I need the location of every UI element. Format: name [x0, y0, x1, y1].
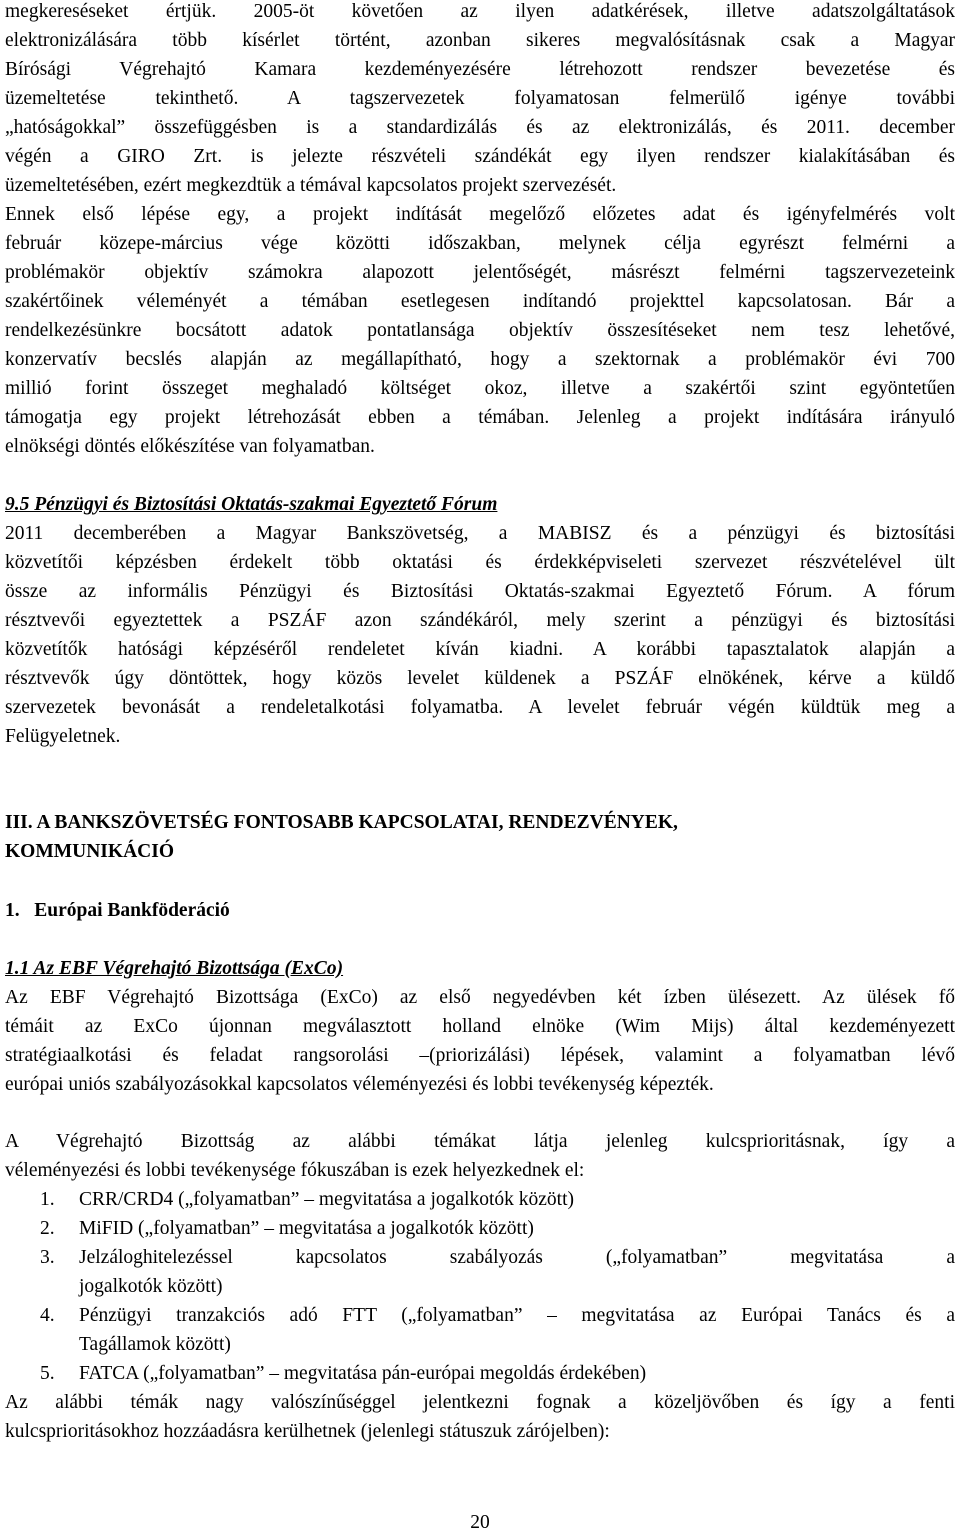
text-line: jogalkotók között) [79, 1276, 223, 1297]
list-text [79, 1243, 955, 1301]
text-line: A Végrehajtó Bizottság az alábbi témákat látja jelenleg kulcsprioritásnak, így a [5, 1131, 955, 1152]
subsection-title: 1. Európai Bankföderáció [5, 900, 230, 921]
text-line: megkereséseket értjük. 2005-öt követően az ilyen adatkérések, illetve adatszolgáltatások [5, 1, 955, 22]
text-line: CRR/CRD4 („folyamatban” – megvitatása a jogalkotók között) [79, 1189, 574, 1210]
priorities-list [5, 1185, 955, 1388]
text-line: kulcsprioritásokhoz hozzáadásra kerülhetnek (jelenlegi státuszuk zárójelben): [5, 1421, 610, 1442]
section-heading: 9.5 Pénzügyi és Biztosítási Oktatás-szakmai Egyeztető Fórum [5, 494, 498, 515]
text-line: közvetítői képzésben érdekelt több oktatási és érdekképviseleti szervezet részvételével ült [5, 552, 955, 573]
text-line: Tagállamok között) [79, 1334, 231, 1355]
list-number: 1. [40, 1189, 55, 1210]
text-line: problémakör objektív számokra alapozott jelentőségét, másrészt felmérni tagszervezeteink [5, 262, 955, 283]
text-line: véleményezési és lobbi tevékenysége fókuszában is ezek helyezkednek el: [5, 1160, 585, 1181]
list-item [5, 1214, 955, 1243]
text-line: „hatóságokkal” összefüggésben is a standardizálás és az elektronizálás, és 2011. december [5, 117, 955, 138]
text-line: Bírósági Végrehajtó Kamara kezdeményezésére létrehozott rendszer bevezetése és [5, 59, 955, 80]
chapter-title-line: III. A BANKSZÖVETSÉG FONTOSABB KAPCSOLATAI, RENDEZVÉNYEK, [5, 812, 678, 833]
text-line: konzervatív becslés alapján az megállapítható, hogy a szektornak a problémakör évi 700 [5, 349, 955, 370]
text-line: elnökségi döntés előkészítése van folyamatban. [5, 436, 375, 457]
list-item [5, 1185, 955, 1214]
list-item [5, 1243, 955, 1301]
text-line: üzemeltetésében, ezért megkezdtük a témával kapcsolatos projekt szervezését. [5, 175, 617, 196]
text-line: üzemeltetése tekinthető. A tagszervezetek folyamatosan felmerülő igénye további [5, 88, 955, 109]
text-line: európai uniós szabályozásokkal kapcsolatos véleményezési és lobbi tevékenység képezték. [5, 1074, 714, 1095]
list-text [79, 1359, 955, 1388]
text-line: millió forint összeget meghaladó költséget okoz, illetve a szakértői szint egyöntetűen [5, 378, 955, 399]
text-line: MiFID („folyamatban” – megvitatása a jogalkotók között) [79, 1218, 534, 1239]
text-line: Felügyeletnek. [5, 726, 121, 747]
page-number: 20 [470, 1512, 490, 1533]
text-line: résztvevői egyeztettek a PSZÁF azon szándékáról, mely szerint a pénzügyi és biztosítási [5, 610, 955, 631]
text-line: Az EBF Végrehajtó Bizottsága (ExCo) az első negyedévben két ízben ülésezett. Az ülések fő [5, 987, 955, 1008]
subsection-heading-ebf [5, 896, 955, 925]
text-line: témáit az ExCo újonnan megválasztott holland elnöke (Wim Mijs) által kezdeményezett [5, 1016, 955, 1037]
text-line: támogatja egy projekt létrehozását ebben a témában. Jelenleg a projekt indítására irányuló [5, 407, 955, 428]
priorities-intro [5, 1127, 955, 1185]
closing-paragraph [5, 1388, 955, 1446]
text-line: Jelzáloghitelezéssel kapcsolatos szabályozás („folyamatban” megvitatása a [79, 1247, 955, 1268]
section-heading: 1.1 Az EBF Végrehajtó Bizottsága (ExCo) [5, 958, 344, 979]
text-line: össze az informális Pénzügyi és Biztosítási Oktatás-szakmai Egyeztető Fórum. A fórum [5, 581, 955, 602]
list-text [79, 1214, 955, 1243]
list-text [79, 1301, 955, 1359]
list-text [79, 1185, 955, 1214]
section-1-1 [5, 954, 955, 1099]
list-item [5, 1359, 955, 1388]
text-line: Pénzügyi tranzakciós adó FTT („folyamatban” – megvitatása az Európai Tanács és a [79, 1305, 955, 1326]
chapter-title-line: KOMMUNIKÁCIÓ [5, 841, 174, 862]
text-line: Az alábbi témák nagy valószínűséggel jelentkezni fognak a közeljövőben és így a fenti [5, 1392, 955, 1413]
text-line: szakértőinek véleményét a témában esetlegesen indítandó projekttel kapcsolatosan. Bár a [5, 291, 955, 312]
list-number: 3. [40, 1247, 55, 1268]
text-line: Ennek első lépése egy, a projekt indítását megelőző előzetes adat és igényfelmérés volt [5, 204, 955, 225]
text-line: elektronizálására több kísérlet történt, azonban sikeres megvalósításnak csak a Magyar [5, 30, 955, 51]
chapter-3-heading [5, 808, 955, 866]
text-line: FATCA („folyamatban” – megvitatása pán-európai megoldás érdekében) [79, 1363, 647, 1384]
list-number: 4. [40, 1305, 55, 1326]
list-item [5, 1301, 955, 1359]
text-line: résztvevők úgy döntöttek, hogy közös levelet küldenek a PSZÁF elnökének, kérve a küldő [5, 668, 955, 689]
list-number: 2. [40, 1218, 55, 1239]
text-line: stratégiaalkotási és feladat rangsorolási –(priorizálási) lépések, valamint a folyamatban lévő [5, 1045, 955, 1066]
text-line: 2011 decemberében a Magyar Bankszövetség, a MABISZ és a pénzügyi és biztosítási [5, 523, 955, 544]
text-line: közvetítők hatósági képzéséről rendeletet kíván kiadni. A korábbi tapasztalatok alapján a [5, 639, 955, 660]
text-line: rendelkezésünkre bocsátott adatok pontatlansága objektív összesítéseket nem tesz lehetővé, [5, 320, 955, 341]
text-line: végén a GIRO Zrt. is jelezte részvételi szándékát egy ilyen rendszer kialakításában és [5, 146, 955, 167]
list-number: 5. [40, 1363, 55, 1384]
intro-paragraph [5, 0, 955, 461]
text-line: február közepe-március vége közötti időszakban, melynek célja egyrészt felmérni a [5, 233, 955, 254]
section-9-5 [5, 490, 955, 751]
text-line: szervezetek bevonását a rendeletalkotási folyamatba. A levelet február végén küldtük meg a [5, 697, 955, 718]
